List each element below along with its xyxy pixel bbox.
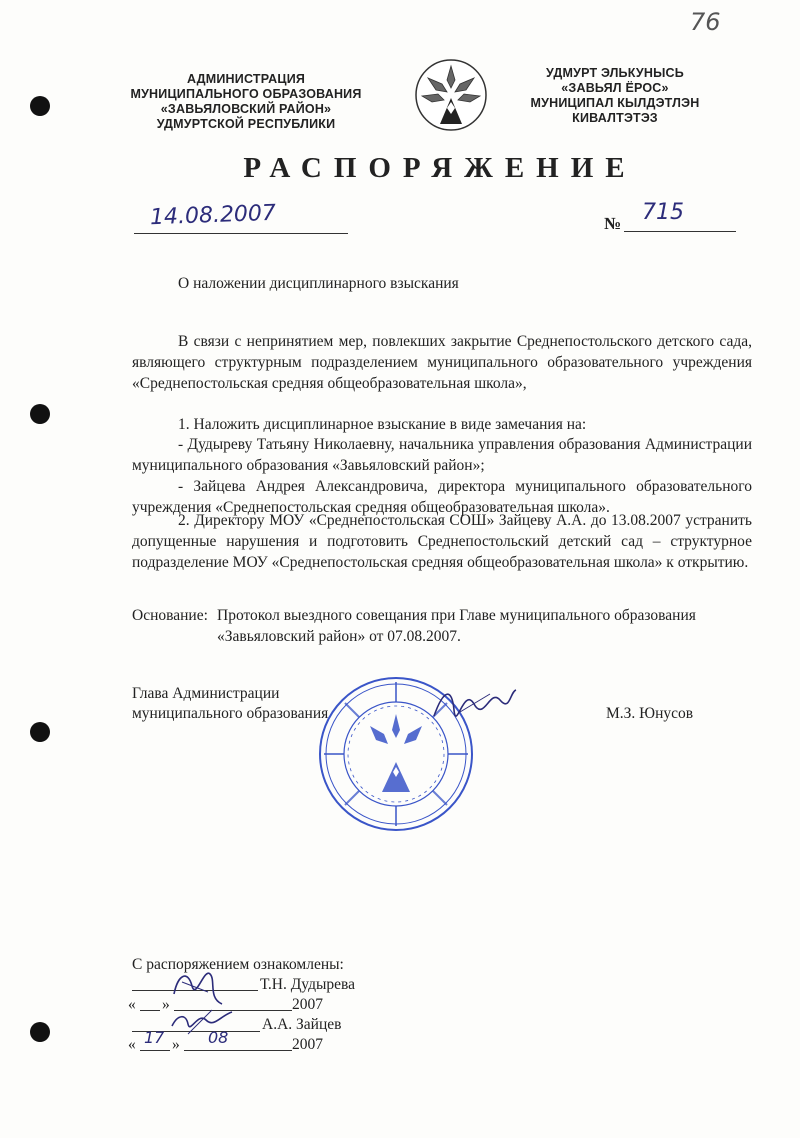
- item-1-person-a: - Дудыреву Татьяну Николаевну, начальника управления образования Администрации муниципального образования «Завьяловский район»;: [132, 436, 752, 474]
- ack-open-quote-2: «: [128, 1036, 136, 1053]
- emblem-logo: [414, 58, 488, 132]
- page-number: 76: [690, 8, 721, 36]
- punch-hole: [30, 96, 50, 116]
- ack-signature-scribble-2: [168, 1006, 238, 1040]
- item-2-paragraph: 2. Директору МОУ «Среднепостольская СОШ» Зайцеву А.А. до 13.08.2007 устранить допущенные нарушения и подготовить Среднепостольский детский сад – структурное подразделение МОУ «Среднепостольская средняя общеобразовательная школа» к открытию.: [132, 512, 752, 571]
- punch-hole: [30, 1022, 50, 1042]
- document-number: 715: [642, 200, 684, 225]
- signature-scribble: [430, 682, 520, 722]
- date-underline: [134, 233, 348, 234]
- number-underline: [624, 231, 736, 232]
- document-subject: О наложении дисциплинарного взыскания: [178, 275, 459, 292]
- ack-year-1: 2007: [292, 996, 323, 1013]
- ack-signature-scribble-1: [168, 964, 228, 1008]
- header-right: [520, 66, 710, 126]
- ack-year-2: 2007: [292, 1036, 323, 1053]
- header-right-line: УДМУРТ ЭЛЬКУНЫСЬ: [546, 66, 684, 80]
- basis-label: Основание:: [132, 607, 208, 624]
- header-left-line: УДМУРТСКОЙ РЕСПУБЛИКИ: [156, 117, 336, 131]
- header-left-line: АДМИНИСТРАЦИЯ: [186, 72, 306, 86]
- acknowledgement-heading: С распоряжением ознакомлены:: [132, 956, 344, 973]
- ack-month-2: 08: [208, 1028, 229, 1047]
- punch-hole: [30, 722, 50, 742]
- header-left: [112, 72, 380, 132]
- ack-day-2: 17: [144, 1028, 165, 1047]
- basis-line-1: Протокол выездного совещания при Главе муниципального образования: [217, 607, 696, 624]
- header-right-line: «ЗАВЬЯЛ ЁРОС»: [561, 81, 669, 95]
- ack-close-quote-1: »: [162, 996, 170, 1013]
- item-1-intro: 1. Наложить дисциплинарное взыскание в виде замечания на:: [178, 416, 587, 433]
- ack-open-quote-1: «: [128, 996, 136, 1013]
- header-right-line: КИВАЛТЭТЭЗ: [572, 111, 658, 125]
- header-left-line: «ЗАВЬЯЛОВСКИЙ РАЙОН»: [160, 102, 332, 116]
- preamble-paragraph: В связи с непринятием мер, повлекших закрытие Среднепостольского детского сада, являющего структурным подразделением муниципального образовательного учреждения «Среднепостольская средняя общеобразовательная школа»,: [132, 333, 752, 392]
- signatory-title-line-2: муниципального образования: [132, 705, 329, 722]
- document-title: РАСПОРЯЖЕНИЕ: [243, 152, 637, 184]
- ack-day-line-2: [140, 1050, 170, 1051]
- ack-close-quote-2: »: [172, 1036, 180, 1053]
- ack-person-2: А.А. Зайцев: [262, 1016, 342, 1033]
- signatory-title-line-1: Глава Администрации: [132, 685, 280, 702]
- header-right-line: МУНИЦИПАЛ КЫЛДЭТЛЭН: [530, 96, 700, 110]
- ack-month-line-2: [184, 1050, 292, 1051]
- signatory-name: М.З. Юнусов: [606, 705, 694, 722]
- number-label: №: [604, 214, 622, 233]
- punch-hole: [30, 404, 50, 424]
- item-1-person-b: - Зайцева Андрея Александровича, директора муниципального образовательного учреждения «Среднепостольская средняя общеобразовательная школа».: [132, 478, 752, 516]
- ack-day-line-1: [140, 1010, 160, 1011]
- basis-line-2: «Завьяловский район» от 07.08.2007.: [217, 628, 461, 645]
- document-date: 14.08.2007: [149, 200, 277, 231]
- header-left-line: МУНИЦИПАЛЬНОГО ОБРАЗОВАНИЯ: [130, 87, 362, 101]
- ack-person-1: Т.Н. Дудырева: [260, 976, 356, 993]
